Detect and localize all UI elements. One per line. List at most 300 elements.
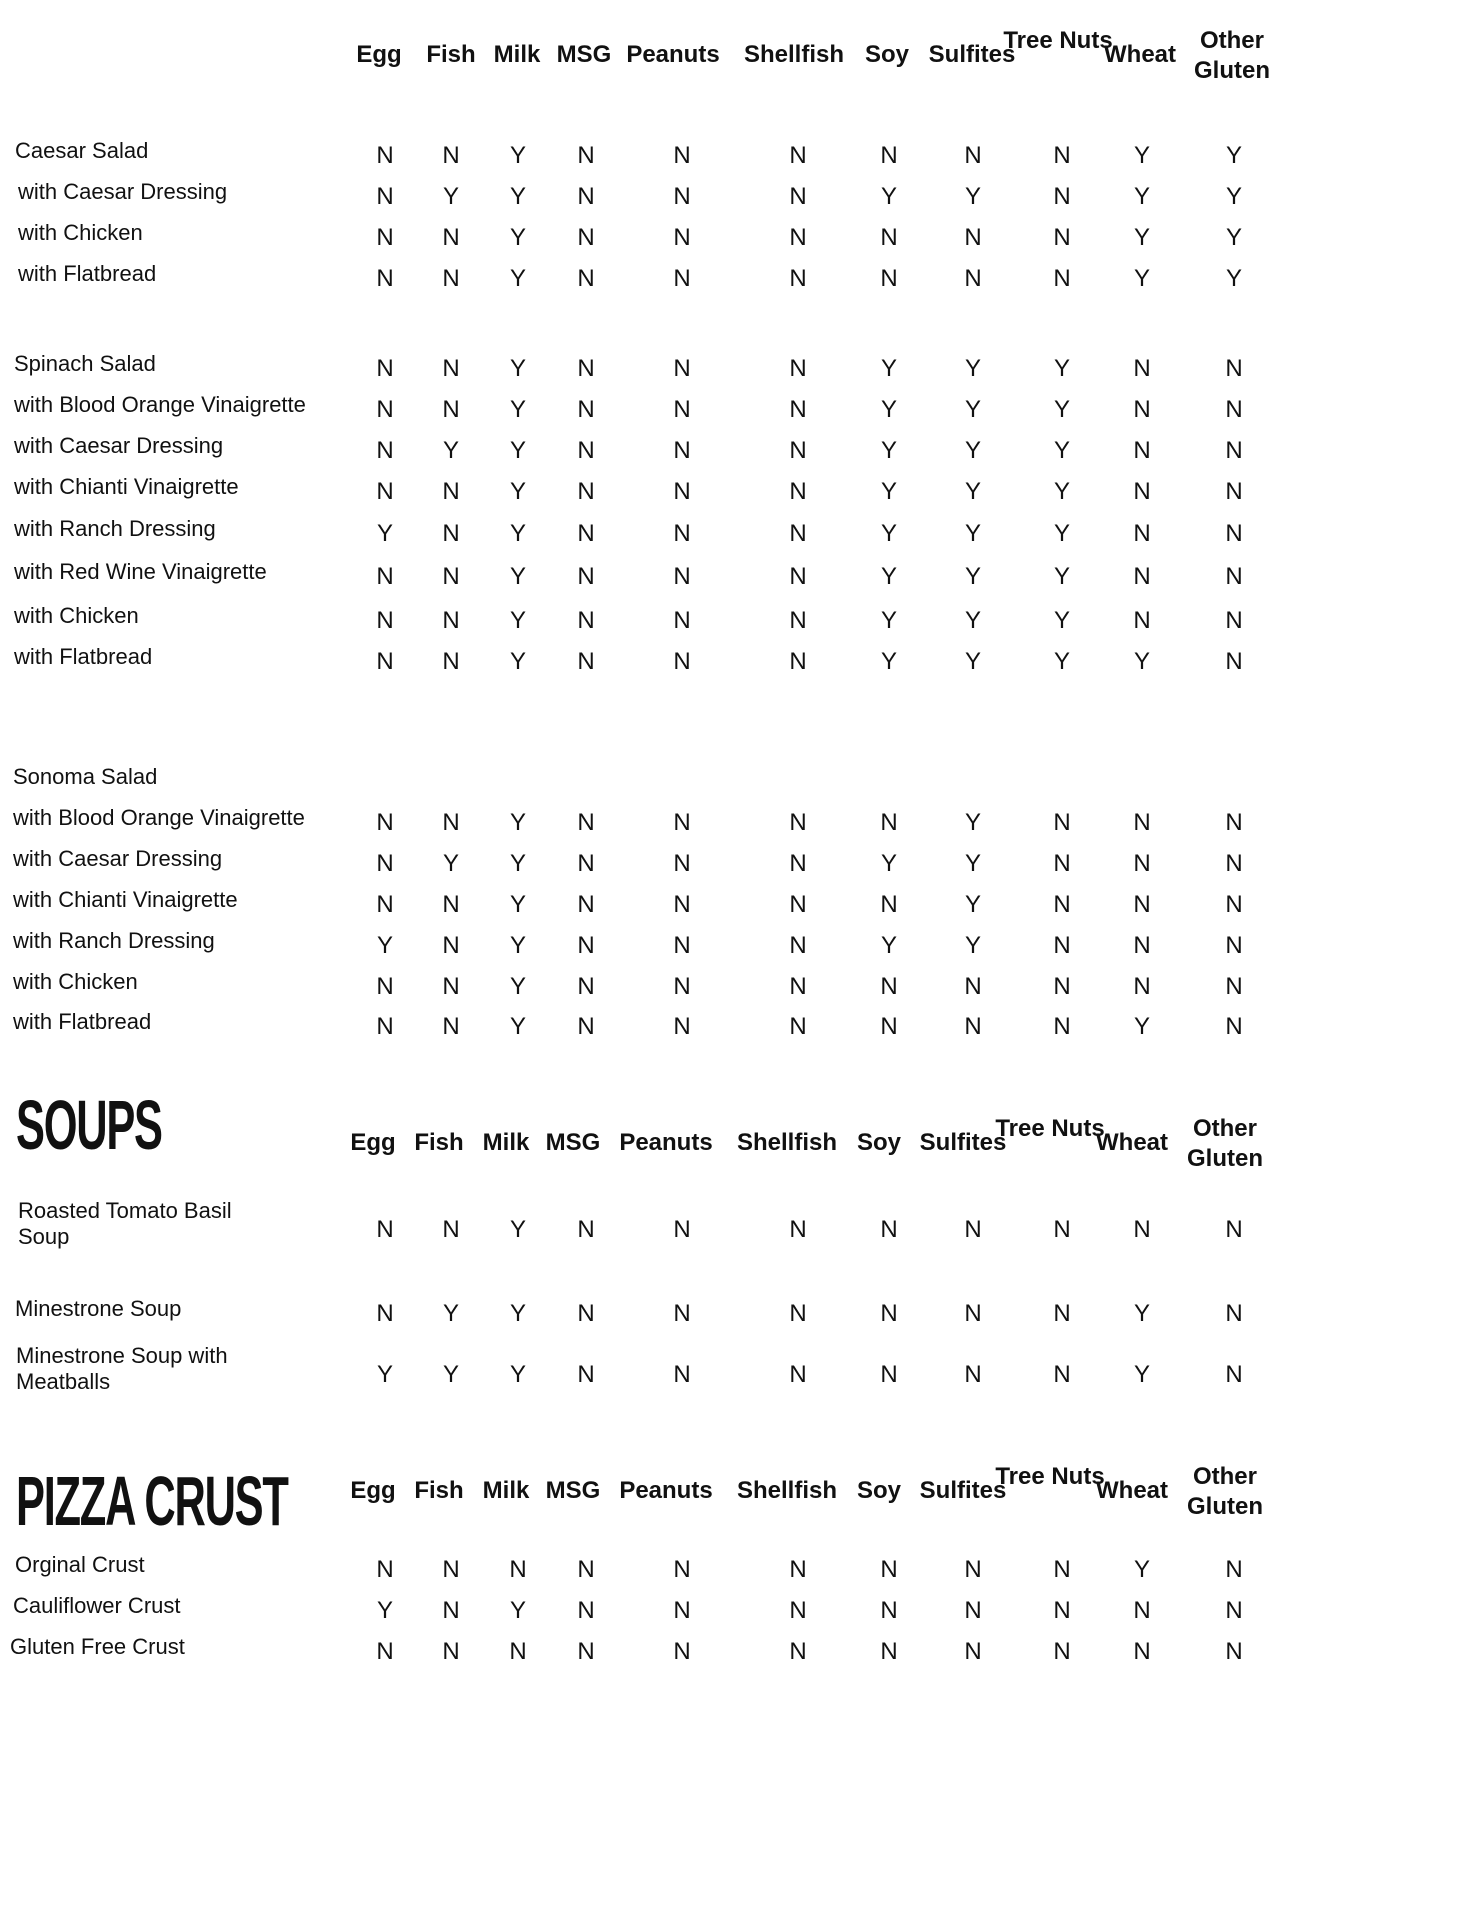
allergen-value: N xyxy=(789,932,807,959)
row-label: with Blood Orange Vinaigrette xyxy=(14,392,306,417)
allergen-value: Y xyxy=(1133,183,1150,210)
allergen-value: N xyxy=(442,563,460,590)
allergen-value: Y xyxy=(1225,183,1242,210)
allergen-value: N xyxy=(442,607,460,634)
allergen-value: N xyxy=(442,224,460,251)
row-label: with Chicken xyxy=(13,969,138,994)
allergen-value: N xyxy=(673,437,691,464)
allergen-value: Y xyxy=(964,648,981,675)
allergen-value: N xyxy=(1225,932,1243,959)
allergen-value: N xyxy=(1225,1013,1243,1040)
allergen-value: N xyxy=(376,891,394,918)
allergen-value: N xyxy=(577,1361,595,1388)
allergen-value: N xyxy=(1053,1361,1071,1388)
allergen-value: N xyxy=(964,1013,982,1040)
allergen-value: N xyxy=(376,265,394,292)
allergen-value: Y xyxy=(880,850,897,877)
allergen-value: N xyxy=(880,142,898,169)
allergen-value: Y xyxy=(964,607,981,634)
allergen-value: N xyxy=(673,607,691,634)
allergen-value: N xyxy=(880,809,898,836)
allergen-value: Y xyxy=(964,396,981,423)
allergen-value: N xyxy=(1225,355,1243,382)
row-label: Spinach Salad xyxy=(14,351,156,376)
allergen-value: N xyxy=(577,891,595,918)
allergen-value: Y xyxy=(509,1300,526,1327)
row-label: with Flatbread xyxy=(18,261,157,286)
allergen-value: N xyxy=(442,1638,460,1665)
allergen-value: N xyxy=(673,142,691,169)
allergen-value: N xyxy=(577,607,595,634)
allergen-value: Y xyxy=(509,355,526,382)
allergen-value: Y xyxy=(509,183,526,210)
allergen-value: Y xyxy=(376,520,393,547)
allergen-value: Y xyxy=(1133,142,1150,169)
column-header: Peanuts xyxy=(619,1477,713,1504)
column-header: Egg xyxy=(356,41,402,68)
allergen-value: N xyxy=(880,891,898,918)
allergen-value: N xyxy=(442,520,460,547)
column-header: MSG xyxy=(545,1477,601,1504)
allergen-value: N xyxy=(1053,1013,1071,1040)
column-header: Fish xyxy=(414,1477,464,1504)
allergen-value: N xyxy=(1225,1556,1243,1583)
allergen-value: Y xyxy=(376,932,393,959)
allergen-value: N xyxy=(442,355,460,382)
column-header: MSG xyxy=(545,1129,601,1156)
section-title: PIZZA CRUST xyxy=(16,1462,288,1540)
allergen-value: N xyxy=(1133,355,1151,382)
allergen-value: Y xyxy=(442,850,459,877)
allergen-value: N xyxy=(1053,1597,1071,1624)
allergen-value: N xyxy=(1225,891,1243,918)
allergen-value: N xyxy=(673,1597,691,1624)
allergen-value: N xyxy=(442,809,460,836)
allergen-value: Y xyxy=(1133,1300,1150,1327)
allergen-value: Y xyxy=(509,891,526,918)
allergen-value: N xyxy=(376,224,394,251)
row-label: Caesar Salad xyxy=(15,138,149,163)
allergen-value: N xyxy=(577,396,595,423)
allergen-value: N xyxy=(376,850,394,877)
column-header: Shellfish xyxy=(736,1477,838,1504)
column-header: Egg xyxy=(350,1477,396,1504)
allergen-value: N xyxy=(577,809,595,836)
allergen-value: N xyxy=(964,1597,982,1624)
allergen-value: N xyxy=(1053,1300,1071,1327)
allergen-value: Y xyxy=(964,891,981,918)
row-label: Gluten Free Crust xyxy=(10,1634,185,1659)
row-label: with Ranch Dressing xyxy=(14,516,216,541)
row-label: with Red Wine Vinaigrette xyxy=(14,559,267,584)
allergen-value: Y xyxy=(509,265,526,292)
allergen-value: N xyxy=(442,396,460,423)
allergen-value: N xyxy=(1053,183,1071,210)
allergen-value: N xyxy=(1133,1638,1151,1665)
allergen-value: N xyxy=(964,1216,982,1243)
allergen-value: N xyxy=(673,1361,691,1388)
allergen-value: N xyxy=(673,891,691,918)
row-label: with Flatbread xyxy=(13,1009,152,1034)
allergen-value: N xyxy=(1225,1638,1243,1665)
allergen-value: N xyxy=(964,142,982,169)
allergen-value: N xyxy=(1053,973,1071,1000)
allergen-value: N xyxy=(1053,809,1071,836)
allergen-value: N xyxy=(964,1361,982,1388)
section-title: SOUPS xyxy=(16,1086,162,1164)
allergen-value: Y xyxy=(1053,648,1070,675)
row-label: Cauliflower Crust xyxy=(13,1593,181,1618)
allergen-value: N xyxy=(880,1361,898,1388)
allergen-value: N xyxy=(577,648,595,675)
allergen-value: Y xyxy=(509,478,526,505)
row-label: Minestrone Soup with Meatballs xyxy=(16,1343,228,1394)
allergen-value: Y xyxy=(1133,224,1150,251)
allergen-value: N xyxy=(789,607,807,634)
allergen-value: N xyxy=(577,1013,595,1040)
allergen-value: N xyxy=(673,932,691,959)
column-header: Wheat xyxy=(1104,41,1176,68)
allergen-value: N xyxy=(376,183,394,210)
allergen-value: Y xyxy=(376,1597,393,1624)
allergen-value: N xyxy=(789,396,807,423)
row-label: with Caesar Dressing xyxy=(14,433,224,458)
allergen-value: N xyxy=(1053,932,1071,959)
row-label: with Ranch Dressing xyxy=(13,928,215,953)
column-header: Peanuts xyxy=(619,1129,713,1156)
allergen-value: N xyxy=(1133,396,1151,423)
allergen-value: N xyxy=(376,1556,394,1583)
allergen-value: N xyxy=(880,1216,898,1243)
allergen-value: Y xyxy=(1225,224,1242,251)
column-header: Other Gluten xyxy=(1187,1115,1263,1172)
allergen-value: Y xyxy=(442,1300,459,1327)
allergen-value: Y xyxy=(509,932,526,959)
allergen-value: N xyxy=(673,850,691,877)
allergen-value: N xyxy=(789,1638,807,1665)
allergen-value: N xyxy=(789,1361,807,1388)
allergen-value: N xyxy=(376,648,394,675)
column-header: Wheat xyxy=(1096,1477,1168,1504)
column-header: Soy xyxy=(856,1129,901,1156)
allergen-value: N xyxy=(1225,1597,1243,1624)
allergen-value: Y xyxy=(880,607,897,634)
row-label: Minestrone Soup xyxy=(15,1296,182,1321)
column-header: Tree Nuts xyxy=(995,1115,1105,1142)
allergen-value: N xyxy=(376,142,394,169)
allergen-value: Y xyxy=(964,850,981,877)
allergen-value: N xyxy=(673,396,691,423)
allergen-value: N xyxy=(789,142,807,169)
allergen-value: Y xyxy=(442,437,459,464)
allergen-value: N xyxy=(673,224,691,251)
allergen-value: N xyxy=(376,478,394,505)
allergen-value: N xyxy=(442,932,460,959)
allergen-value: N xyxy=(673,478,691,505)
allergen-value: N xyxy=(880,1300,898,1327)
allergen-value: N xyxy=(1133,607,1151,634)
allergen-value: Y xyxy=(964,437,981,464)
allergen-value: Y xyxy=(880,563,897,590)
column-header: Sulfites xyxy=(919,1129,1007,1156)
allergen-value: Y xyxy=(1133,1013,1150,1040)
allergen-value: N xyxy=(673,563,691,590)
allergen-value: N xyxy=(789,648,807,675)
allergen-value: Y xyxy=(1053,563,1070,590)
allergen-value: Y xyxy=(964,563,981,590)
allergen-value: Y xyxy=(880,183,897,210)
allergen-value: N xyxy=(964,1638,982,1665)
allergen-value: N xyxy=(1133,1597,1151,1624)
allergen-value: N xyxy=(964,1300,982,1327)
allergen-value: N xyxy=(577,183,595,210)
allergen-value: N xyxy=(880,1013,898,1040)
allergen-value: N xyxy=(376,809,394,836)
allergen-value: N xyxy=(789,1300,807,1327)
column-header: Shellfish xyxy=(743,41,845,68)
allergen-value: N xyxy=(673,520,691,547)
allergen-value: N xyxy=(577,850,595,877)
allergen-value: Y xyxy=(442,183,459,210)
row-label: with Chianti Vinaigrette xyxy=(13,887,238,912)
allergen-value: Y xyxy=(1133,648,1150,675)
allergen-value: N xyxy=(1225,563,1243,590)
allergen-value: N xyxy=(673,648,691,675)
allergen-value: N xyxy=(1133,973,1151,1000)
allergen-value: N xyxy=(673,183,691,210)
allergen-value: Y xyxy=(964,932,981,959)
allergen-value: N xyxy=(442,648,460,675)
allergen-value: N xyxy=(1053,142,1071,169)
allergen-value: N xyxy=(1053,850,1071,877)
allergen-value: N xyxy=(577,973,595,1000)
allergen-value: Y xyxy=(509,1361,526,1388)
allergen-value: N xyxy=(673,973,691,1000)
allergen-value: Y xyxy=(1225,265,1242,292)
allergen-value: Y xyxy=(1053,520,1070,547)
allergen-value: Y xyxy=(880,478,897,505)
allergen-value: N xyxy=(442,1597,460,1624)
allergen-value: N xyxy=(577,1597,595,1624)
allergen-value: N xyxy=(1133,809,1151,836)
allergen-value: N xyxy=(376,355,394,382)
allergen-value: Y xyxy=(1133,1556,1150,1583)
allergen-value: Y xyxy=(1133,1361,1150,1388)
allergen-value: N xyxy=(577,265,595,292)
allergen-value: Y xyxy=(509,1013,526,1040)
allergen-value: Y xyxy=(1053,355,1070,382)
allergen-value: N xyxy=(1133,437,1151,464)
allergen-value: N xyxy=(577,1638,595,1665)
allergen-value: N xyxy=(442,478,460,505)
allergen-value: N xyxy=(509,1556,527,1583)
row-label: with Blood Orange Vinaigrette xyxy=(13,805,305,830)
allergen-value: Y xyxy=(880,932,897,959)
column-header: Other Gluten xyxy=(1187,1463,1263,1520)
allergen-value: N xyxy=(442,891,460,918)
allergen-value: N xyxy=(789,1556,807,1583)
allergen-value: Y xyxy=(509,142,526,169)
allergen-value: N xyxy=(673,355,691,382)
allergen-value: N xyxy=(880,1638,898,1665)
allergen-value: N xyxy=(789,183,807,210)
allergen-value: Y xyxy=(509,437,526,464)
allergen-value: N xyxy=(1133,850,1151,877)
allergen-value: N xyxy=(880,224,898,251)
allergen-value: N xyxy=(577,142,595,169)
allergen-value: N xyxy=(577,1216,595,1243)
allergen-value: N xyxy=(880,973,898,1000)
allergen-value: N xyxy=(880,1556,898,1583)
column-header: Sulfites xyxy=(928,41,1016,68)
column-header: Other Gluten xyxy=(1194,27,1270,84)
column-header: Fish xyxy=(414,1129,464,1156)
allergen-value: N xyxy=(673,1013,691,1040)
allergen-value: N xyxy=(1053,224,1071,251)
allergen-value: N xyxy=(964,265,982,292)
allergen-value: N xyxy=(1225,809,1243,836)
row-label: Orginal Crust xyxy=(15,1552,145,1577)
allergen-value: Y xyxy=(880,396,897,423)
allergen-value: Y xyxy=(880,648,897,675)
allergen-value: N xyxy=(1225,1300,1243,1327)
allergen-value: N xyxy=(789,437,807,464)
allergen-value: N xyxy=(673,1556,691,1583)
allergen-value: Y xyxy=(376,1361,393,1388)
allergen-value: N xyxy=(1225,973,1243,1000)
row-label: Sonoma Salad xyxy=(13,764,158,789)
allergen-value: N xyxy=(376,396,394,423)
allergen-value: N xyxy=(577,1300,595,1327)
allergen-value: Y xyxy=(1053,478,1070,505)
allergen-value: N xyxy=(789,850,807,877)
allergen-value: N xyxy=(1133,932,1151,959)
allergen-value: N xyxy=(789,1216,807,1243)
allergen-value: N xyxy=(577,520,595,547)
allergen-value: N xyxy=(964,1556,982,1583)
allergen-value: N xyxy=(577,437,595,464)
allergen-value: N xyxy=(442,1216,460,1243)
allergen-value: N xyxy=(1053,1556,1071,1583)
allergen-value: N xyxy=(1053,1216,1071,1243)
allergen-value: N xyxy=(376,607,394,634)
allergen-value: N xyxy=(376,563,394,590)
allergen-value: Y xyxy=(880,437,897,464)
allergen-value: N xyxy=(1225,478,1243,505)
allergen-value: N xyxy=(376,1300,394,1327)
allergen-value: N xyxy=(1133,520,1151,547)
allergen-value: N xyxy=(577,932,595,959)
allergen-value: N xyxy=(673,1638,691,1665)
allergen-value: N xyxy=(880,265,898,292)
allergen-value: N xyxy=(1133,563,1151,590)
allergen-value: N xyxy=(673,809,691,836)
allergen-value: Y xyxy=(964,809,981,836)
allergen-value: N xyxy=(1225,607,1243,634)
column-header: Wheat xyxy=(1096,1129,1168,1156)
allergen-value: N xyxy=(509,1638,527,1665)
allergen-value: N xyxy=(577,563,595,590)
allergen-value: Y xyxy=(964,478,981,505)
allergen-value: Y xyxy=(1053,437,1070,464)
allergen-value: N xyxy=(673,1216,691,1243)
allergen-value: N xyxy=(376,1216,394,1243)
allergen-value: N xyxy=(964,224,982,251)
allergen-value: Y xyxy=(964,355,981,382)
allergen-value: N xyxy=(789,891,807,918)
row-label: with Chicken xyxy=(18,220,143,245)
column-header: Tree Nuts xyxy=(1003,27,1113,54)
allergen-value: N xyxy=(964,973,982,1000)
allergen-value: N xyxy=(789,973,807,1000)
allergen-value: Y xyxy=(1225,142,1242,169)
allergen-value: N xyxy=(789,478,807,505)
allergen-value: N xyxy=(577,1556,595,1583)
allergen-value: N xyxy=(442,973,460,1000)
allergen-value: N xyxy=(789,265,807,292)
column-header: Peanuts xyxy=(626,41,720,68)
allergen-value: Y xyxy=(509,1597,526,1624)
allergen-value: Y xyxy=(509,396,526,423)
column-header: Milk xyxy=(482,1129,530,1156)
allergen-value: N xyxy=(1133,478,1151,505)
allergen-value: N xyxy=(442,1556,460,1583)
allergen-value: N xyxy=(789,520,807,547)
allergen-value: Y xyxy=(1133,265,1150,292)
allergen-value: Y xyxy=(509,648,526,675)
allergen-value: N xyxy=(1133,1216,1151,1243)
column-header: Sulfites xyxy=(919,1477,1007,1504)
allergen-value: N xyxy=(442,142,460,169)
allergen-value: Y xyxy=(509,1216,526,1243)
allergen-value: N xyxy=(1225,850,1243,877)
allergen-value: Y xyxy=(1053,396,1070,423)
allergen-value: N xyxy=(1053,1638,1071,1665)
allergen-value: N xyxy=(880,1597,898,1624)
column-header: Soy xyxy=(856,1477,901,1504)
allergen-value: Y xyxy=(509,809,526,836)
allergen-value: N xyxy=(1053,891,1071,918)
allergen-value: Y xyxy=(509,973,526,1000)
allergen-value: N xyxy=(577,478,595,505)
allergen-value: Y xyxy=(509,850,526,877)
allergen-value: N xyxy=(1225,396,1243,423)
allergen-value: N xyxy=(789,1013,807,1040)
column-header: Milk xyxy=(493,41,541,68)
allergen-value: N xyxy=(1133,891,1151,918)
allergen-value: N xyxy=(376,973,394,1000)
allergen-value: N xyxy=(1225,1216,1243,1243)
allergen-value: Y xyxy=(1053,607,1070,634)
allergen-value: N xyxy=(577,355,595,382)
allergen-value: N xyxy=(1225,520,1243,547)
allergen-value: N xyxy=(376,1013,394,1040)
allergen-value: N xyxy=(789,563,807,590)
allergen-value: N xyxy=(789,1597,807,1624)
allergen-value: Y xyxy=(509,563,526,590)
column-header: Tree Nuts xyxy=(995,1463,1105,1490)
row-label: with Caesar Dressing xyxy=(13,846,223,871)
column-header: Egg xyxy=(350,1129,396,1156)
column-header: Fish xyxy=(426,41,476,68)
allergen-value: Y xyxy=(880,355,897,382)
allergen-value: N xyxy=(1225,648,1243,675)
allergen-value: Y xyxy=(509,520,526,547)
allergen-value: N xyxy=(442,1013,460,1040)
row-label: with Chicken xyxy=(14,603,139,628)
allergen-value: N xyxy=(577,224,595,251)
allergen-value: N xyxy=(376,437,394,464)
